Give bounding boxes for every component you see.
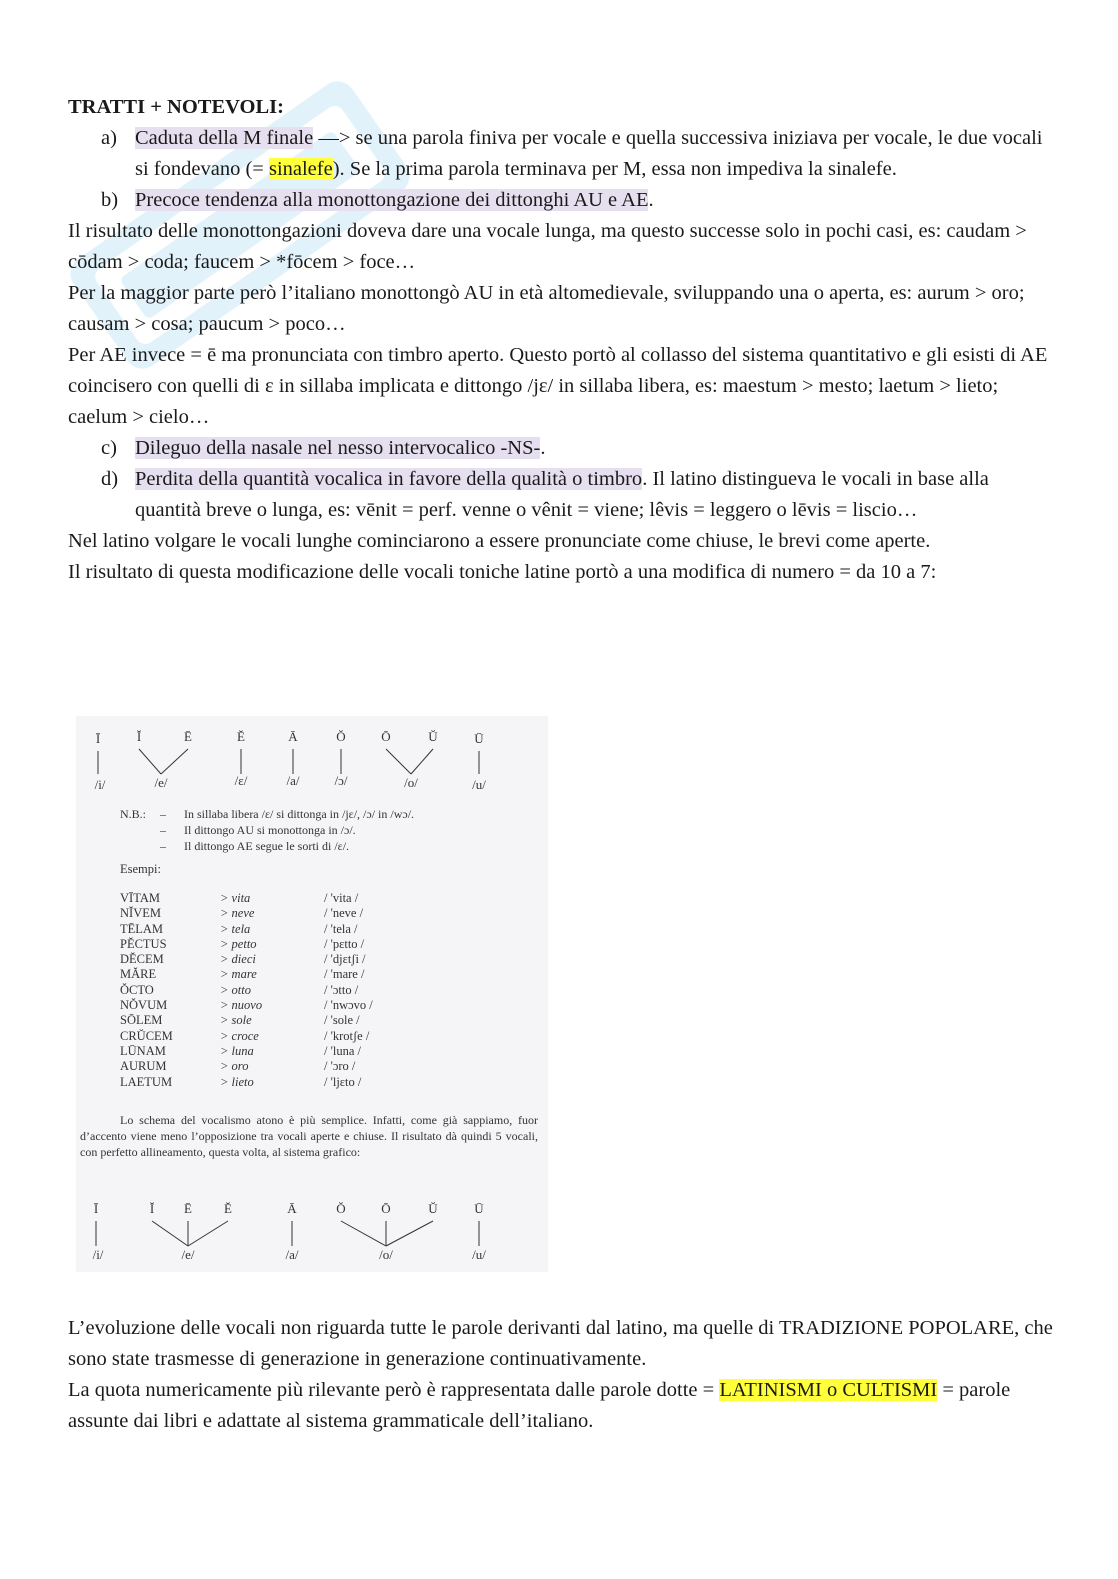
tonic-top-vowel: Ŭ — [428, 729, 438, 744]
paragraph: Per AE invece = ē ma pronunciata con timbro aperto. Questo portò al collasso del sistema quantitativo e gli esisti di AE coincisero con quelli di ɛ in sillaba implicata e dittongo /jɛ/ in sillaba libera, es: maestum > mesto; laetum > lieto; caelum > cielo… — [68, 344, 1048, 428]
example-row: TĒLAM > tela / 'tela / — [120, 921, 358, 936]
tonic-top-vowel: Ē — [184, 729, 192, 744]
item-label: d) — [101, 468, 119, 490]
example-row: LŪNAM > luna / 'luna / — [120, 1043, 361, 1058]
tonic-phoneme: /ɛ/ — [234, 773, 248, 788]
paragraph: L’evoluzione delle vocali non riguarda tutte le parole derivanti dal latino, ma quelle di TRADIZIONE POPOLARE, che sono state trasmesse di generazione in generazione continuativamente. — [68, 1317, 1053, 1370]
bottom-text — [68, 1313, 1058, 1437]
highlight-purple: Caduta della M finale — [135, 127, 314, 149]
item-label: b) — [101, 189, 119, 211]
page-heading: TRATTI + NOTEVOLI: — [68, 96, 284, 118]
nb-line: – Il dittongo AU si monottonga in /ɔ/. — [160, 823, 356, 837]
example-row: AURUM > oro / 'ɔro / — [120, 1059, 356, 1074]
item-a: a) Caduta della M finale —> se una parola finiva per vocale e quella successiva iniziava per vocale, le due vocali si fondevano (= sinalefe). Se la prima parola terminava per M, essa non impediva la sinalefe. — [68, 123, 1048, 185]
highlight-yellow: LATINISMI o CULTISMI — [719, 1379, 938, 1401]
atonic-phoneme: /o/ — [379, 1247, 393, 1262]
atonic-phoneme: /e/ — [181, 1247, 195, 1262]
atonic-phoneme: /i/ — [92, 1247, 104, 1262]
nb-notes — [120, 806, 540, 854]
atonic-top-vowel: Ĕ — [224, 1201, 232, 1216]
highlight-purple: Perdita della quantità vocalica in favore della qualità o timbro — [135, 468, 643, 490]
atonic-phoneme: /u/ — [472, 1247, 486, 1262]
example-row: CRŬCEM > croce / 'krotʃe / — [120, 1028, 370, 1043]
example-row: ŎCTO > otto / 'ɔtto / — [120, 982, 359, 997]
example-row: NŎVUM > nuovo / 'nwɔvo / — [120, 998, 373, 1013]
tonic-phoneme: /o/ — [404, 775, 418, 790]
highlight-purple: Precoce tendenza alla monottongazione dei dittonghi AU e AE — [135, 189, 649, 211]
example-row: PĔCTUS > petto / 'pɛtto / — [120, 936, 365, 951]
atonic-top-vowel: Ŏ — [336, 1201, 346, 1216]
example-row: SŌLEM > sole / 'sole / — [120, 1013, 360, 1028]
tonic-phoneme: /i/ — [94, 777, 106, 792]
atonic-top-vowel: Ī — [93, 1201, 99, 1216]
tonic-phoneme: /a/ — [286, 773, 300, 788]
example-row: DĔCEM > dieci / 'djɛtʃi / — [120, 952, 366, 967]
scanned-figure — [76, 716, 548, 1272]
item-d: d) Perdita della quantità vocalica in favore della qualità o timbro. Il latino distingueva le vocali in base alla quantità breve o lunga, es: vēnit = perf. venne o vênit = viene; lêvis = leggero o lēvis = liscio… — [68, 464, 1048, 526]
paragraph: La quota numericamente più rilevante però è rappresentata dalle parole dotte = LATINISMI o CULTISMI = parole assunte dai libri e adattate al sistema grammaticale dell’italiano. — [68, 1379, 1011, 1432]
atono-paragraph: Lo schema del vocalismo atono è più semplice. Infatti, come già sappiamo, fuor d’accento viene meno l’opposizione tra vocali aperte e chiuse. Il risultato dà quindi 5 vocali, con perfetto allineamento, questa volta, al sistema grafico: — [80, 1113, 538, 1159]
tonic-top-vowel: Ī — [95, 731, 101, 746]
atonic-top-vowel: Ū — [474, 1201, 484, 1216]
tonic-top-vowel: Ĕ — [237, 729, 245, 744]
item-label: a) — [101, 127, 117, 149]
highlight-yellow: sinalefe — [268, 158, 333, 180]
atonic-top-vowel: Ō — [381, 1201, 391, 1216]
paragraph: Per la maggior parte però l’italiano monottongò AU in età altomedievale, sviluppando una o aperta, es: aurum > oro; causam > cosa; paucum > poco… — [68, 282, 1025, 335]
tonic-top-vowel: Ū — [474, 731, 484, 746]
paragraph: Il risultato delle monottongazioni doveva dare una vocale lunga, ma questo successe solo in pochi casi, es: caudam > cōdam > coda; faucem > *fōcem > foce… — [68, 220, 1027, 273]
item-b: b) Precoce tendenza alla monottongazione dei dittonghi AU e AE. — [68, 185, 1048, 216]
tonic-top-vowel: Ŏ — [336, 729, 346, 744]
atonic-top-vowel: Ē — [184, 1201, 192, 1216]
tonic-phoneme: /u/ — [472, 777, 486, 792]
tonic-top-vowel: Ā — [288, 729, 298, 744]
tonic-phoneme: /ɔ/ — [334, 773, 348, 788]
main-text — [68, 92, 1048, 588]
atonic-phoneme: /a/ — [285, 1247, 299, 1262]
examples-table — [120, 891, 444, 1090]
tonic-phoneme: /e/ — [154, 775, 168, 790]
example-row: VĪTAM > vita / 'vita / — [120, 891, 359, 905]
highlight-purple: Dileguo della nasale nel nesso intervocalico -NS- — [135, 437, 541, 459]
item-c: c) Dileguo della nasale nel nesso intervocalico -NS-. — [68, 433, 1048, 464]
nb-line: – Il dittongo AE segue le sorti di /ɛ/. — [160, 839, 350, 853]
example-row: NĬVEM > neve / 'neve / — [120, 906, 364, 921]
examples-title: Esempi: — [120, 862, 161, 876]
example-row: LAETUM > lieto / 'ljɛto / — [120, 1074, 362, 1089]
paragraph: Nel latino volgare le vocali lunghe cominciarono a essere pronunciate come chiuse, le brevi come aperte. — [68, 530, 931, 552]
paragraph: Il risultato di questa modificazione delle vocali toniche latine portò a una modifica di numero = da 10 a 7: — [68, 561, 937, 583]
nb-line: N.B.: – In sillaba libera /ɛ/ si dittonga in /jɛ/, /ɔ/ in /wɔ/. — [120, 807, 415, 821]
tonic-top-vowel: Ĭ — [136, 729, 142, 744]
item-label: c) — [101, 437, 117, 459]
tonic-top-vowel: Ō — [381, 729, 391, 744]
atonic-top-vowel: Ŭ — [428, 1201, 438, 1216]
atonic-top-vowel: Ā — [287, 1201, 297, 1216]
example-row: MĂRE > mare / 'mare / — [120, 967, 365, 982]
atonic-top-vowel: Ĭ — [149, 1201, 155, 1216]
